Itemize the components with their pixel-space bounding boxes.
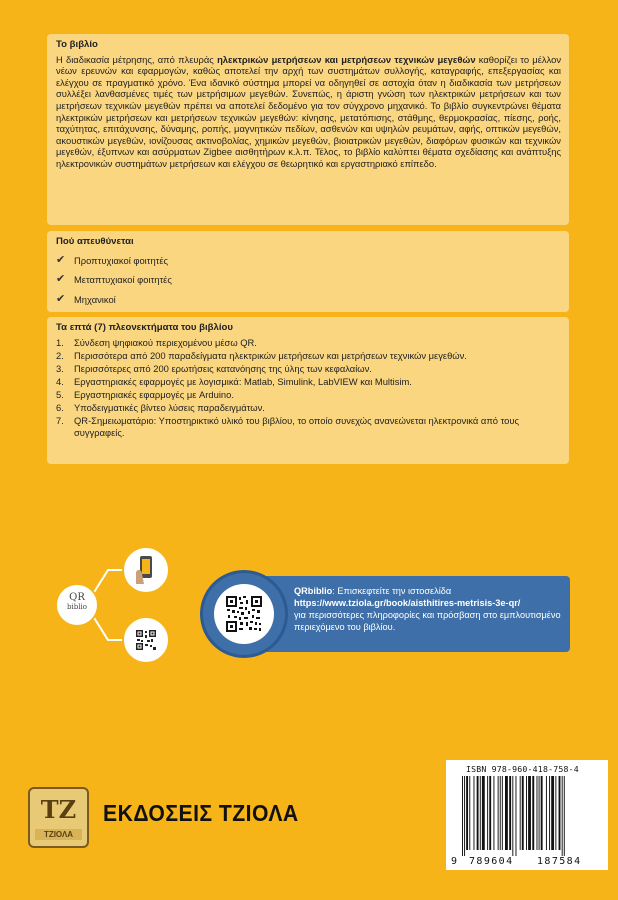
advantage-number: 5. — [56, 388, 64, 400]
barcode-bar — [528, 776, 531, 850]
check-icon: ✔ — [56, 273, 66, 286]
barcode-digits-right: 187584 — [537, 856, 582, 867]
audience-item — [56, 290, 561, 310]
advantages-panel — [47, 317, 569, 464]
barcode-bar — [469, 776, 470, 850]
barcode-bar — [532, 776, 534, 850]
barcode-bar — [474, 776, 475, 850]
about-panel — [47, 34, 569, 225]
qrbiblio-description: για περισσότερες πληροφορίες και πρόσβαση στο εμπλουτισμένο περιεχόμενο του βιβλίου. — [294, 610, 561, 632]
barcode-bar — [505, 776, 508, 850]
audience-item — [56, 251, 561, 271]
audience-item-label: Προπτυχιακοί φοιτητές — [74, 254, 169, 266]
advantage-text: Εργαστηριακές εφαρμογές με λογισμικά: Matlab, Simulink, LabVIEW και Multisim. — [74, 375, 412, 387]
barcode-bar — [512, 776, 513, 856]
advantage-item — [56, 415, 561, 439]
advantage-text: Περισσότερα από 200 παραδείγματα ηλεκτρικών μετρήσεων και μετρήσεων τεχνικών μεγεθών. — [74, 349, 467, 361]
barcode-bar — [520, 776, 521, 850]
barcode-bar — [549, 776, 550, 850]
publisher-name: ΕΚΔΟΣΕΙΣ ΤΖΙΟΛΑ — [103, 800, 299, 826]
audience-item — [56, 270, 561, 290]
audience-list — [56, 251, 561, 310]
isbn-label: ISBN 978-960-418-758-4 — [466, 764, 579, 774]
qrbiblio-intro: : Επισκεφτείτε την ιστοσελίδα — [332, 586, 452, 596]
barcode-bar — [516, 776, 517, 856]
advantage-item — [56, 337, 561, 349]
check-icon: ✔ — [56, 292, 66, 305]
publisher-logo-letters: ΤΖ — [40, 795, 77, 824]
qrbiblio-qr-inner — [214, 584, 274, 644]
about-text-2: καθορίζει το μέλλον νέων ερευνών και εφαρμογών, καθώς αποτελεί την αρχή των συστημάτων συλλογής, καταγραφής, επεξεργασίας και ελέγχου σε πραγματικό χρόνο. Ένα ιδανικό σύστημα μπορεί να οδηγηθεί σε αστοχία όταν η διαδικασία των μετρήσεων συλλέξει λανθασμένες τιμές των μετρήσιμων μεγεθών. Συνεπώς, η άριστη γνώση των ηλεκτρικών μετρήσεων και των μετρήσεων τεχνικών μεγεθών πρέπει να αποτελεί δεδομένο για τον σύγχρονο μηχανικό. Το βιβλίο συγκεντρώνει θέματα ηλεκτρικών μετρήσεων και μετρήσεων τεχνικών μεγεθών: κίνησης, μετατόπισης, στάθμης, θερμοκρασίας, πίεσης, ροής, ταχύτητας, επιτάχυνσης, δύναμης, ροπής, μαγνητικών πεδίων, ασθενών και υψηλών ρευμάτων, αφής, οπτικών μεγεθών, ακουστικών μεγεθών, ιονίζουσας ακτινοβολίας, χημικών μεγεθών, βιοιατρικών μεγεθών, διαφόρων φυσικών και τεχνικών μεγεθών, έξυπνων και ασύρματων Zigbee αισθητήρων κ.λ.π. Τέλος, το βιβλίο καλύπτει θέματα σχεδίασης και ανάπτυξης ηλεκτρονικών συστημάτων μετρήσεων και ελέγχου σε θεωρητικό και εργαστηριακό επίπεδο. — [56, 53, 562, 169]
barcode-bar — [546, 776, 547, 850]
check-icon: ✔ — [56, 253, 66, 266]
barcode-bar — [462, 776, 463, 856]
advantage-number: 2. — [56, 349, 64, 361]
advantage-item — [56, 363, 561, 375]
qr-biblio-logo-text — [55, 592, 99, 612]
barcode-bar — [489, 776, 491, 850]
advantage-item — [56, 402, 561, 414]
barcode-bar — [559, 776, 561, 850]
publisher-logo-word: ΤΖΙΟΛΑ — [35, 829, 82, 840]
barcode-digits-left: 789604 — [469, 856, 514, 867]
qrbiblio-label: QRbiblio — [294, 586, 333, 596]
advantage-text: Περισσότερες από 200 ερωτήσεις κατανόησης της ύλης των κεφαλαίων. — [74, 362, 372, 374]
barcode-bar — [498, 776, 499, 850]
barcode-bar — [493, 776, 494, 850]
barcode-bar — [480, 776, 481, 850]
barcode-bar — [464, 776, 465, 856]
advantage-item — [56, 350, 561, 362]
qr-logo-line2: biblio — [67, 603, 87, 611]
advantage-item — [56, 389, 561, 401]
audience-panel — [47, 231, 569, 312]
about-title: Το βιβλίο — [56, 39, 98, 50]
barcode-bar — [482, 776, 485, 850]
barcode-digit-first: 9 — [451, 856, 458, 867]
advantage-text: Εργαστηριακές εφαρμογές με Arduino. — [74, 388, 234, 400]
barcode-bar — [526, 776, 527, 850]
barcode-bar — [541, 776, 543, 850]
qrbiblio-url-link[interactable]: https://www.tziola.gr/book/aisthitires-metrisis-3e-qr/ — [294, 598, 521, 608]
barcode-bar — [500, 776, 501, 850]
barcode-bar — [502, 776, 503, 850]
advantage-number: 3. — [56, 362, 64, 374]
barcode-bar — [522, 776, 524, 850]
barcode-bar — [562, 776, 563, 856]
barcode-bar — [564, 776, 565, 856]
advantages-list — [56, 337, 561, 439]
qrbiblio-text — [294, 585, 564, 633]
advantage-text: QR-Σημειωματάριο: Υποστηρικτικό υλικό του βιβλίου, το οποίο συνεχώς ανανεώνεται ηλεκτρονικά από τους συγγραφείς. — [74, 415, 520, 438]
audience-item-label: Μηχανικοί — [74, 293, 116, 305]
barcode-bar — [555, 776, 556, 850]
advantage-number: 7. — [56, 415, 64, 427]
about-text-1: Η διαδικασία μέτρησης, από πλευράς — [56, 53, 218, 65]
advantage-number: 1. — [56, 336, 64, 348]
barcode-bar — [537, 776, 538, 850]
barcode-bar — [477, 776, 479, 850]
audience-title: Πού απευθύνεται — [56, 236, 134, 247]
advantage-text: Σύνδεση ψηφιακού περιεχομένου μέσω QR. — [74, 336, 257, 348]
barcode-bar — [509, 776, 511, 850]
about-text-bold: ηλεκτρικών μετρήσεων και μετρήσεων τεχνικών μεγεθών — [217, 53, 476, 65]
small-qr-code-icon — [135, 629, 157, 651]
audience-item-label: Μεταπτυχιακοί φοιτητές — [74, 274, 172, 286]
about-description — [56, 54, 561, 170]
barcode — [460, 776, 602, 858]
barcode-bar — [487, 776, 488, 850]
qr-code-icon[interactable] — [225, 595, 263, 633]
advantage-item — [56, 376, 561, 388]
publisher-logo — [28, 787, 89, 848]
advantage-number: 6. — [56, 402, 64, 414]
barcode-bar — [551, 776, 554, 850]
advantage-number: 4. — [56, 375, 64, 387]
qr-logo-line1: QR — [69, 592, 85, 603]
barcode-bar — [539, 776, 540, 850]
smartphone-hand-icon — [134, 554, 158, 586]
barcode-bar — [466, 776, 468, 850]
advantage-text: Υποδειγματικές βίντεο λύσεις παραδειγμάτων. — [74, 402, 265, 414]
advantages-title: Τα επτά (7) πλεονεκτήματα του βιβλίου — [56, 322, 233, 333]
